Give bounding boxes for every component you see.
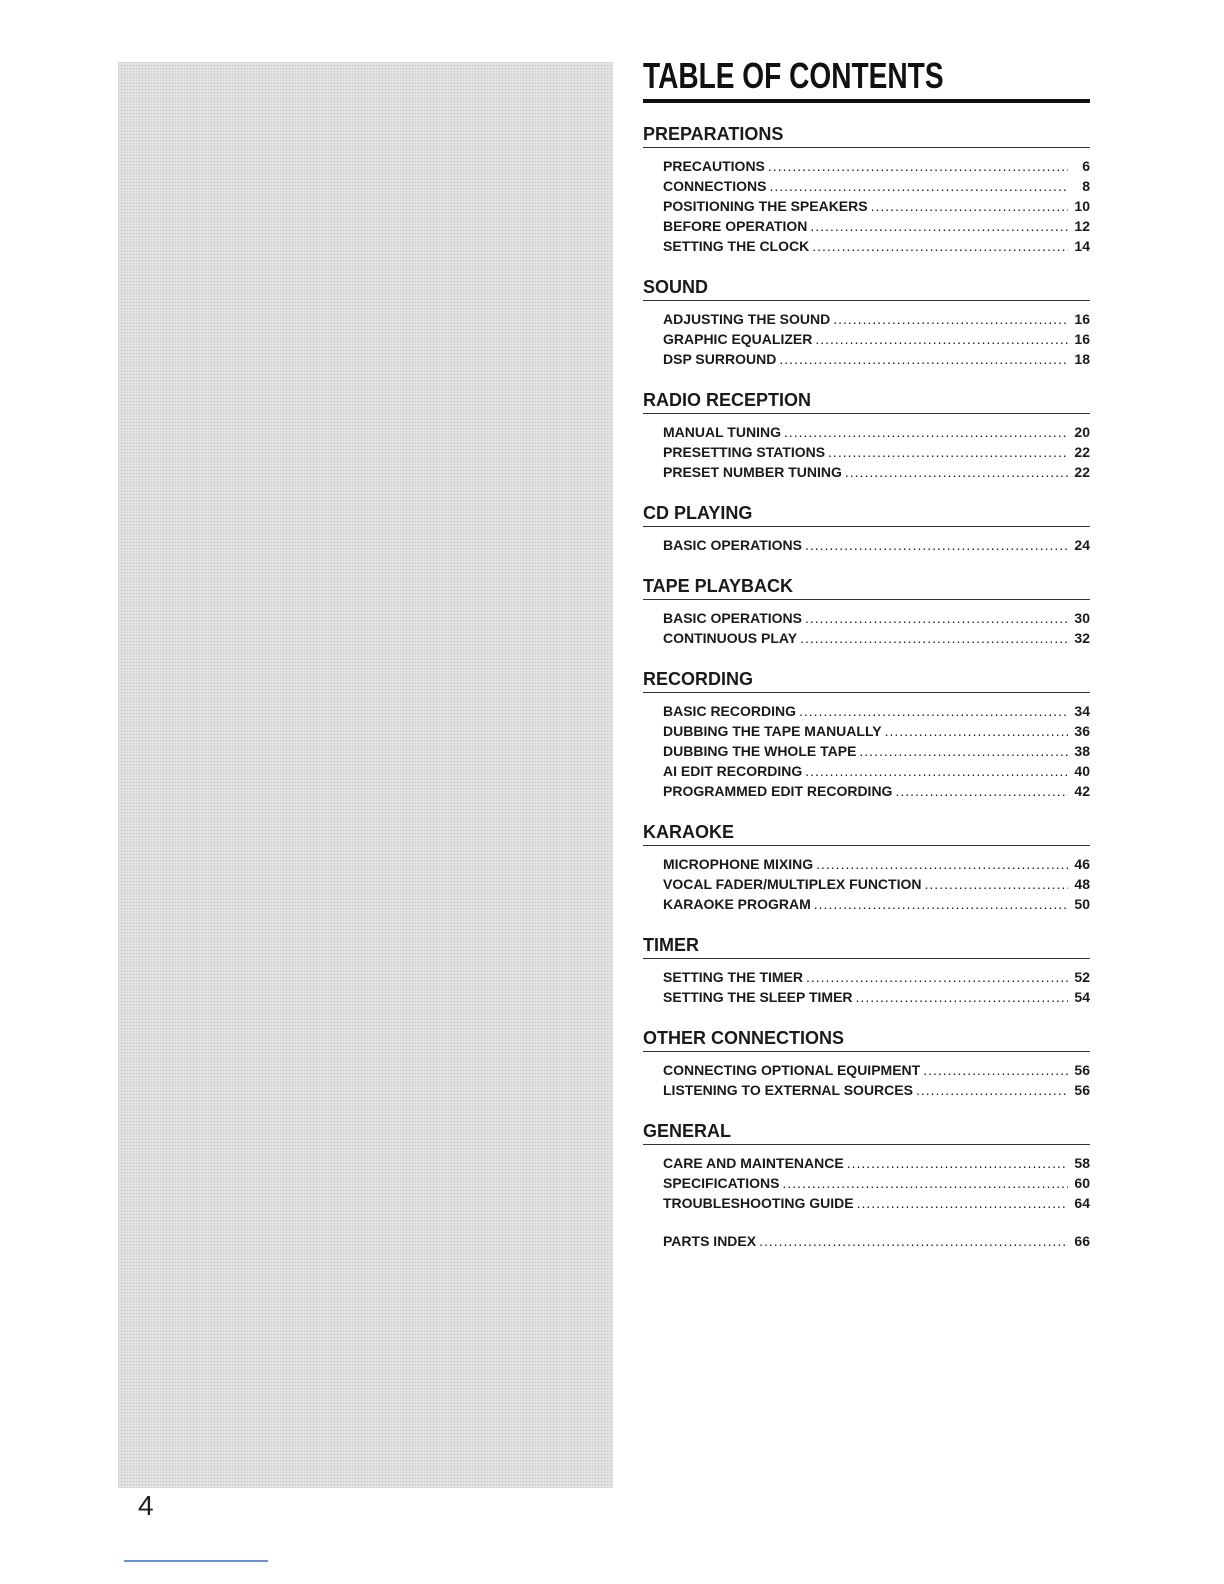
leader-dots — [815, 329, 1068, 349]
table-of-contents — [643, 55, 1090, 1251]
toc-entry[interactable] — [663, 442, 1090, 462]
leader-dots — [812, 236, 1068, 256]
toc-entry[interactable] — [663, 309, 1090, 329]
entry-page: 52 — [1074, 969, 1090, 985]
entry-label: GRAPHIC EQUALIZER — [663, 331, 813, 347]
toc-sections — [643, 103, 1090, 1213]
entry-page: 6 — [1082, 158, 1090, 174]
toc-entry[interactable] — [663, 1060, 1090, 1080]
entry-page: 46 — [1074, 856, 1090, 872]
entry-page: 22 — [1074, 464, 1090, 480]
entry-page: 48 — [1074, 876, 1090, 892]
entry-label: CONNECTING OPTIONAL EQUIPMENT — [663, 1062, 921, 1078]
gray-side-panel — [118, 62, 613, 1488]
toc-entry[interactable] — [663, 1173, 1090, 1193]
section-entries — [643, 148, 1090, 256]
entry-label: TROUBLESHOOTING GUIDE — [663, 1195, 854, 1211]
entry-label: ADJUSTING THE SOUND — [663, 311, 831, 327]
toc-entry[interactable] — [663, 422, 1090, 442]
entry-page: 30 — [1074, 610, 1090, 626]
leader-dots — [805, 608, 1068, 628]
toc-entry[interactable] — [663, 462, 1090, 482]
entry-label: BEFORE OPERATION — [663, 218, 808, 234]
section-entries — [643, 693, 1090, 801]
toc-entry[interactable] — [663, 967, 1090, 987]
toc-entry[interactable] — [663, 608, 1090, 628]
leader-dots — [916, 1080, 1068, 1100]
toc-section — [643, 555, 1090, 648]
entry-label: DUBBING THE TAPE MANUALLY — [663, 723, 882, 739]
toc-entry[interactable] — [663, 874, 1090, 894]
entry-label: PRESETTING STATIONS — [663, 444, 826, 460]
leader-dots — [800, 628, 1068, 648]
toc-entry[interactable] — [663, 854, 1090, 874]
entry-label: PRECAUTIONS — [663, 158, 765, 174]
section-heading: TIMER — [643, 914, 1090, 959]
entry-page: 8 — [1082, 178, 1090, 194]
entry-page: 36 — [1074, 723, 1090, 739]
entry-page: 16 — [1074, 311, 1090, 327]
section-entries — [643, 600, 1090, 648]
leader-dots — [924, 874, 1068, 894]
entry-label: DSP SURROUND — [663, 351, 777, 367]
toc-entry[interactable] — [663, 1153, 1090, 1173]
section-heading: OTHER CONNECTIONS — [643, 1007, 1090, 1052]
entry-page: 64 — [1074, 1195, 1090, 1211]
entry-label: CONTINUOUS PLAY — [663, 630, 798, 646]
toc-entry[interactable] — [663, 176, 1090, 196]
leader-dots — [810, 216, 1068, 236]
toc-entry[interactable] — [663, 761, 1090, 781]
entry-label: PRESET NUMBER TUNING — [663, 464, 842, 480]
entry-page: 40 — [1074, 763, 1090, 779]
entry-label: LISTENING TO EXTERNAL SOURCES — [663, 1082, 913, 1098]
entry-label: SETTING THE TIMER — [663, 969, 803, 985]
leader-dots — [769, 176, 1068, 196]
leader-dots — [782, 1173, 1068, 1193]
section-entries — [643, 1052, 1090, 1100]
section-entries — [643, 301, 1090, 369]
section-heading: PREPARATIONS — [643, 103, 1090, 148]
entry-label: BASIC OPERATIONS — [663, 537, 802, 553]
entry-page: 34 — [1074, 703, 1090, 719]
leader-dots — [895, 781, 1068, 801]
entry-label: DUBBING THE WHOLE TAPE — [663, 743, 857, 759]
toc-section — [643, 914, 1090, 1007]
leader-dots — [816, 854, 1068, 874]
toc-entry[interactable] — [663, 156, 1090, 176]
toc-section — [643, 1007, 1090, 1100]
toc-entry[interactable] — [663, 329, 1090, 349]
section-entries — [643, 959, 1090, 1007]
section-heading: RADIO RECEPTION — [643, 369, 1090, 414]
leader-dots — [923, 1060, 1068, 1080]
toc-entry[interactable] — [663, 196, 1090, 216]
toc-section — [643, 801, 1090, 914]
entry-label: SETTING THE SLEEP TIMER — [663, 989, 853, 1005]
entry-label: POSITIONING THE SPEAKERS — [663, 198, 868, 214]
entry-page: 50 — [1074, 896, 1090, 912]
leader-dots — [859, 741, 1068, 761]
toc-entry[interactable] — [663, 1193, 1090, 1213]
entry-label: SETTING THE CLOCK — [663, 238, 810, 254]
entry-label: KARAOKE PROGRAM — [663, 896, 811, 912]
entry-page: 56 — [1074, 1062, 1090, 1078]
section-entries — [643, 527, 1090, 555]
leader-dots — [856, 987, 1068, 1007]
leader-dots — [845, 462, 1068, 482]
entry-label: SPECIFICATIONS — [663, 1175, 780, 1191]
entry-page: 12 — [1074, 218, 1090, 234]
entry-page: 58 — [1074, 1155, 1090, 1171]
toc-entry-parts-index[interactable] — [663, 1231, 1090, 1251]
page-number: 4 — [138, 1490, 154, 1521]
toc-section — [643, 482, 1090, 555]
entry-label: AI EDIT RECORDING — [663, 763, 803, 779]
toc-entry[interactable] — [663, 894, 1090, 914]
toc-section — [643, 369, 1090, 482]
entry-label: BASIC OPERATIONS — [663, 610, 802, 626]
leader-dots — [768, 156, 1068, 176]
leader-dots — [814, 894, 1068, 914]
leader-dots — [805, 535, 1068, 555]
section-heading: RECORDING — [643, 648, 1090, 693]
entry-label: CONNECTIONS — [663, 178, 767, 194]
entry-page: 16 — [1074, 331, 1090, 347]
toc-entry[interactable] — [663, 1080, 1090, 1100]
leader-dots — [799, 701, 1068, 721]
toc-entry[interactable] — [663, 781, 1090, 801]
leader-dots — [784, 422, 1068, 442]
section-heading: CD PLAYING — [643, 482, 1090, 527]
section-heading: TAPE PLAYBACK — [643, 555, 1090, 600]
leader-dots — [805, 761, 1068, 781]
toc-section — [643, 256, 1090, 369]
entry-page: 38 — [1074, 743, 1090, 759]
section-entries — [643, 414, 1090, 482]
entry-label: MICROPHONE MIXING — [663, 856, 814, 872]
entry-page: 20 — [1074, 424, 1090, 440]
leader-dots — [885, 721, 1068, 741]
toc-entry[interactable] — [663, 701, 1090, 721]
parts-index-block — [643, 1213, 1090, 1251]
toc-section — [643, 648, 1090, 801]
entry-page: 56 — [1074, 1082, 1090, 1098]
entry-page: 22 — [1074, 444, 1090, 460]
toc-entry[interactable] — [663, 628, 1090, 648]
leader-dots — [833, 309, 1068, 329]
leader-dots — [828, 442, 1068, 462]
entry-label: BASIC RECORDING — [663, 703, 797, 719]
toc-entry[interactable] — [663, 721, 1090, 741]
toc-section — [643, 1100, 1090, 1213]
section-heading: SOUND — [643, 256, 1090, 301]
entry-page: 14 — [1074, 238, 1090, 254]
leader-dots — [857, 1193, 1068, 1213]
entry-label: MANUAL TUNING — [663, 424, 781, 440]
bottom-rule — [124, 1560, 268, 1562]
toc-entry[interactable] — [663, 236, 1090, 256]
toc-entry[interactable] — [663, 741, 1090, 761]
toc-entry[interactable] — [663, 987, 1090, 1007]
section-heading: KARAOKE — [643, 801, 1090, 846]
entry-page: 32 — [1074, 630, 1090, 646]
entry-page: 60 — [1074, 1175, 1090, 1191]
leader-dots — [871, 196, 1068, 216]
toc-entry[interactable] — [663, 349, 1090, 369]
leader-dots — [759, 1231, 1068, 1251]
entry-page: 24 — [1074, 537, 1090, 553]
entry-page: 10 — [1074, 198, 1090, 214]
toc-entry[interactable] — [663, 535, 1090, 555]
leader-dots — [847, 1153, 1068, 1173]
entry-label: VOCAL FADER/MULTIPLEX FUNCTION — [663, 876, 922, 892]
entry-label: PROGRAMMED EDIT RECORDING — [663, 783, 893, 799]
section-entries — [643, 1145, 1090, 1213]
page-title: TABLE OF CONTENTS — [643, 55, 944, 96]
entry-page: 66 — [1074, 1233, 1090, 1249]
entry-page: 42 — [1074, 783, 1090, 799]
toc-entry[interactable] — [663, 216, 1090, 236]
section-heading: GENERAL — [643, 1100, 1090, 1145]
section-entries — [643, 846, 1090, 914]
entry-label: PARTS INDEX — [663, 1233, 757, 1249]
entry-label: CARE AND MAINTENANCE — [663, 1155, 844, 1171]
toc-section — [643, 103, 1090, 256]
leader-dots — [806, 967, 1068, 987]
entry-page: 54 — [1074, 989, 1090, 1005]
entry-page: 18 — [1074, 351, 1090, 367]
leader-dots — [779, 349, 1068, 369]
